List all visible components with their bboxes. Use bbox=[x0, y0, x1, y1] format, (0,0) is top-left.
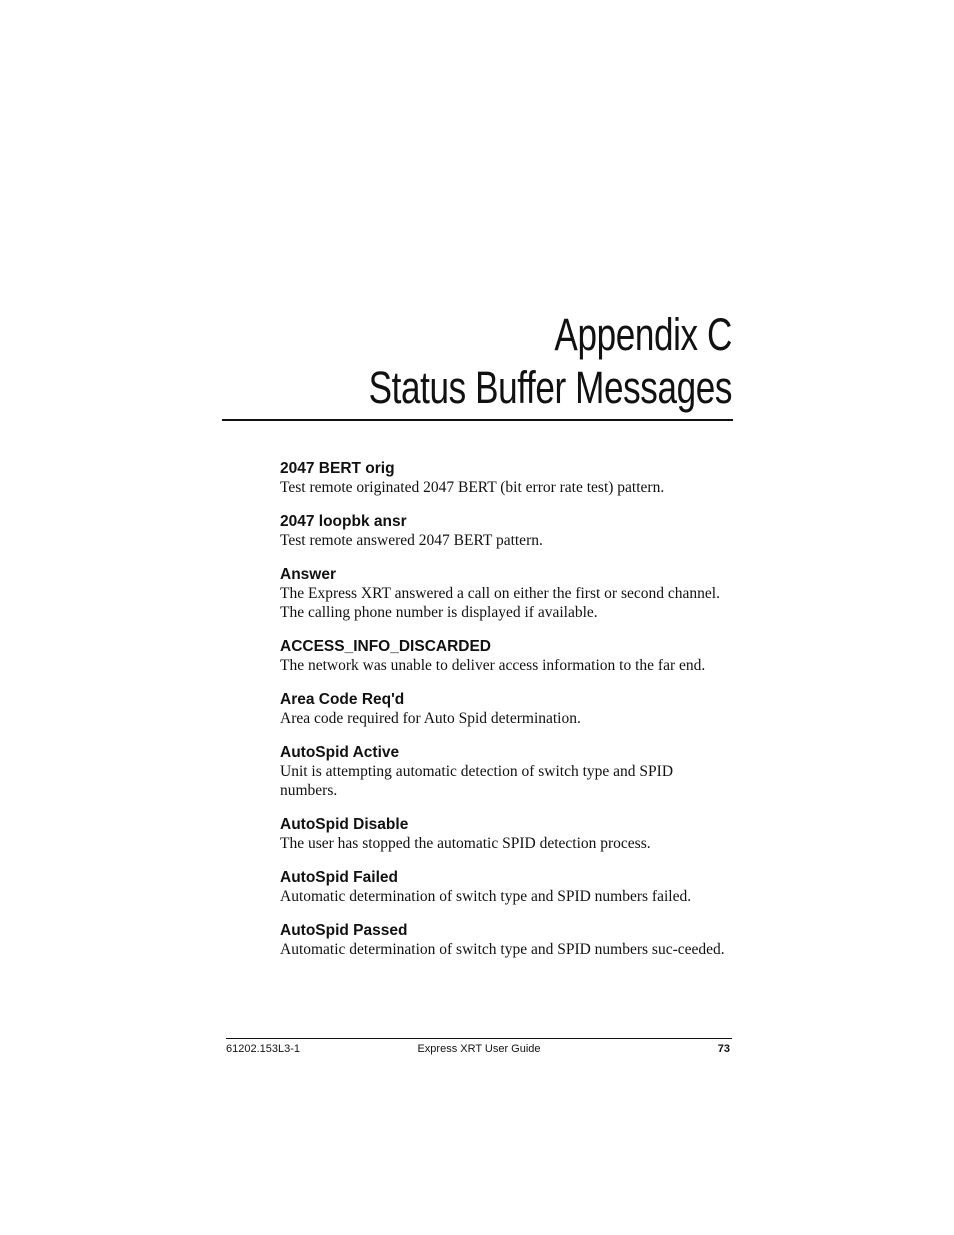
status-message-list bbox=[280, 460, 726, 975]
status-message-entry bbox=[280, 744, 726, 800]
status-message-definition: Automatic determination of switch type and SPID numbers failed. bbox=[280, 888, 692, 905]
status-message-definition: Area code required for Auto Spid determination. bbox=[280, 710, 581, 727]
status-message-term: AutoSpid Passed bbox=[280, 922, 408, 939]
status-message-definition: Test remote originated 2047 BERT (bit error rate test) pattern. bbox=[280, 479, 665, 496]
status-message-definition: Automatic determination of switch type and SPID numbers suc-ceeded. bbox=[280, 941, 725, 958]
status-message-entry bbox=[280, 691, 726, 728]
appendix-title-line-2: Status Buffer Messages bbox=[368, 362, 732, 413]
status-message-term: AutoSpid Active bbox=[280, 744, 400, 761]
status-message-entry bbox=[280, 513, 726, 550]
footer-divider bbox=[226, 1038, 732, 1039]
status-message-term: AutoSpid Failed bbox=[280, 869, 398, 886]
status-message-definition: The Express XRT answered a call on either the first or second channel. The calling phone number is displayed if available. bbox=[280, 585, 720, 621]
status-message-term: ACCESS_INFO_DISCARDED bbox=[280, 638, 492, 655]
status-message-entry bbox=[280, 816, 726, 853]
status-message-term: AutoSpid Disable bbox=[280, 816, 409, 833]
status-message-entry bbox=[280, 460, 726, 497]
status-message-entry bbox=[280, 638, 726, 675]
status-message-definition: The network was unable to deliver access information to the far end. bbox=[280, 657, 706, 674]
status-message-definition: Unit is attempting automatic detection of switch type and SPID numbers. bbox=[280, 763, 674, 799]
page-footer bbox=[226, 1043, 732, 1059]
title-divider bbox=[222, 419, 733, 421]
status-message-entry bbox=[280, 566, 726, 622]
status-message-term: Answer bbox=[280, 566, 336, 583]
status-message-term: Area Code Req'd bbox=[280, 691, 405, 708]
appendix-title bbox=[222, 308, 732, 414]
footer-doc-title: Express XRT User Guide bbox=[417, 1043, 541, 1055]
status-message-term: 2047 loopbk ansr bbox=[280, 513, 407, 530]
appendix-title-line-1: Appendix C bbox=[554, 309, 732, 360]
footer-doc-number: 61202.153L3-1 bbox=[226, 1043, 301, 1055]
status-message-definition: The user has stopped the automatic SPID detection process. bbox=[280, 835, 651, 852]
footer-page-number: 73 bbox=[717, 1043, 730, 1055]
status-message-entry bbox=[280, 869, 726, 906]
status-message-entry bbox=[280, 922, 726, 959]
status-message-term: 2047 BERT orig bbox=[280, 460, 395, 477]
status-message-definition: Test remote answered 2047 BERT pattern. bbox=[280, 532, 543, 549]
